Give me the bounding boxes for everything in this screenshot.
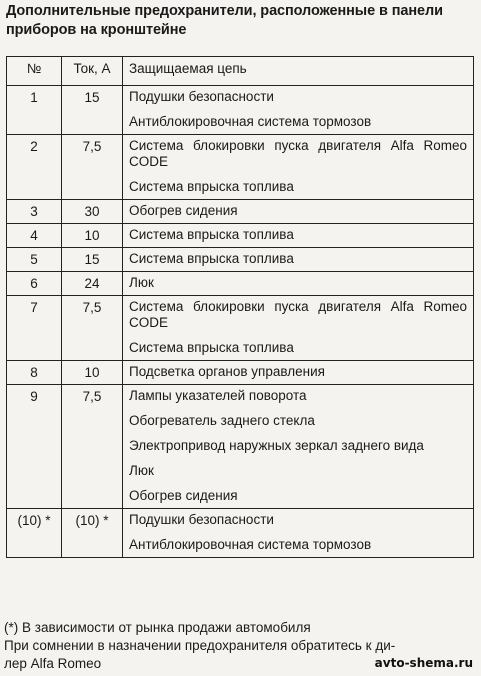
circuit-item: Антиблокировочная система тормозов [129, 114, 372, 129]
table-row [7, 135, 474, 200]
fuse-current-cell: 7,5 [62, 385, 123, 509]
fuse-table-body [7, 86, 474, 558]
table-row [7, 361, 474, 385]
fuse-number-cell: 6 [7, 272, 62, 296]
fuse-number-cell: 4 [7, 224, 62, 248]
fuse-number-cell: 7 [7, 296, 62, 361]
circuit-item: Система впрыска топлива [129, 227, 294, 242]
fuse-number-cell: (10) * [7, 509, 62, 558]
table-row [7, 200, 474, 224]
fuse-circuits-cell [123, 135, 474, 200]
fuse-current-cell: 10 [62, 224, 123, 248]
fuse-number-cell: 8 [7, 361, 62, 385]
footnote-dealer-line2: лер Alfa Romeo [4, 656, 102, 671]
circuit-item: Обогрев сидения [129, 488, 238, 503]
circuit-item: Антиблокировочная система тормозов [129, 537, 372, 552]
table-row [7, 296, 474, 361]
fuse-number-cell: 1 [7, 86, 62, 135]
fuse-circuits-cell [123, 509, 474, 558]
fuse-circuits-cell [123, 224, 474, 248]
table-row [7, 224, 474, 248]
fuse-table [6, 56, 474, 558]
circuit-item: Подсветка органов управления [129, 364, 325, 379]
fuse-number-cell: 3 [7, 200, 62, 224]
circuit-item: Люк [129, 463, 154, 478]
table-row [7, 385, 474, 509]
circuit-item: Люк [129, 275, 154, 290]
fuse-current-cell: 30 [62, 200, 123, 224]
fuse-circuits-cell [123, 385, 474, 509]
table-row [7, 86, 474, 135]
fuse-current-cell: 7,5 [62, 135, 123, 200]
fuse-current-cell: (10) * [62, 509, 123, 558]
table-row [7, 272, 474, 296]
fuse-circuits-cell [123, 86, 474, 135]
fuse-current-cell: 7,5 [62, 296, 123, 361]
fuse-current-cell: 15 [62, 248, 123, 272]
column-header-circuit: Защищаемая цепь [123, 57, 474, 86]
fuse-current-cell: 10 [62, 361, 123, 385]
table-row [7, 248, 474, 272]
circuit-item: Электропривод наружных зеркал заднего вида [129, 438, 424, 453]
circuit-item: Обогрев сидения [129, 203, 238, 218]
fuse-circuits-cell [123, 200, 474, 224]
circuit-item: Система впрыска топлива [129, 179, 294, 194]
circuit-item: Система впрыска топлива [129, 251, 294, 266]
column-header-current: Ток, А [62, 57, 123, 86]
fuse-circuits-cell [123, 361, 474, 385]
table-header-row [7, 57, 474, 86]
circuit-item: Подушки безопасности [129, 512, 274, 527]
site-watermark: avto-shema.ru [374, 656, 473, 670]
circuit-item: Обогреватель заднего стекла [129, 413, 315, 428]
fuse-current-cell: 15 [62, 86, 123, 135]
fuse-number-cell: 5 [7, 248, 62, 272]
fuse-current-cell: 24 [62, 272, 123, 296]
footnote-dealer-line1: При сомнении в назначении предохранителя обратитесь к ди- [4, 638, 396, 653]
circuit-item: Система блокировки пуска двигателя Alfa Romeo CODE [129, 138, 467, 169]
fuse-number-cell: 9 [7, 385, 62, 509]
circuit-item: Подушки безопасности [129, 89, 274, 104]
fuse-circuits-cell [123, 272, 474, 296]
fuse-circuits-cell [123, 248, 474, 272]
circuit-item: Система блокировки пуска двигателя Alfa Romeo CODE [129, 299, 467, 330]
page-title: Дополнительные предохранители, расположенные в панели приборов на кронштейне [6, 3, 443, 38]
circuit-item: Лампы указателей поворота [129, 388, 307, 403]
fuse-number-cell: 2 [7, 135, 62, 200]
table-row [7, 509, 474, 558]
circuit-item: Система впрыска топлива [129, 340, 294, 355]
fuse-circuits-cell [123, 296, 474, 361]
footnote-market: (*) В зависимости от рынка продажи автомобиля [4, 620, 311, 635]
column-header-number: № [7, 57, 62, 86]
